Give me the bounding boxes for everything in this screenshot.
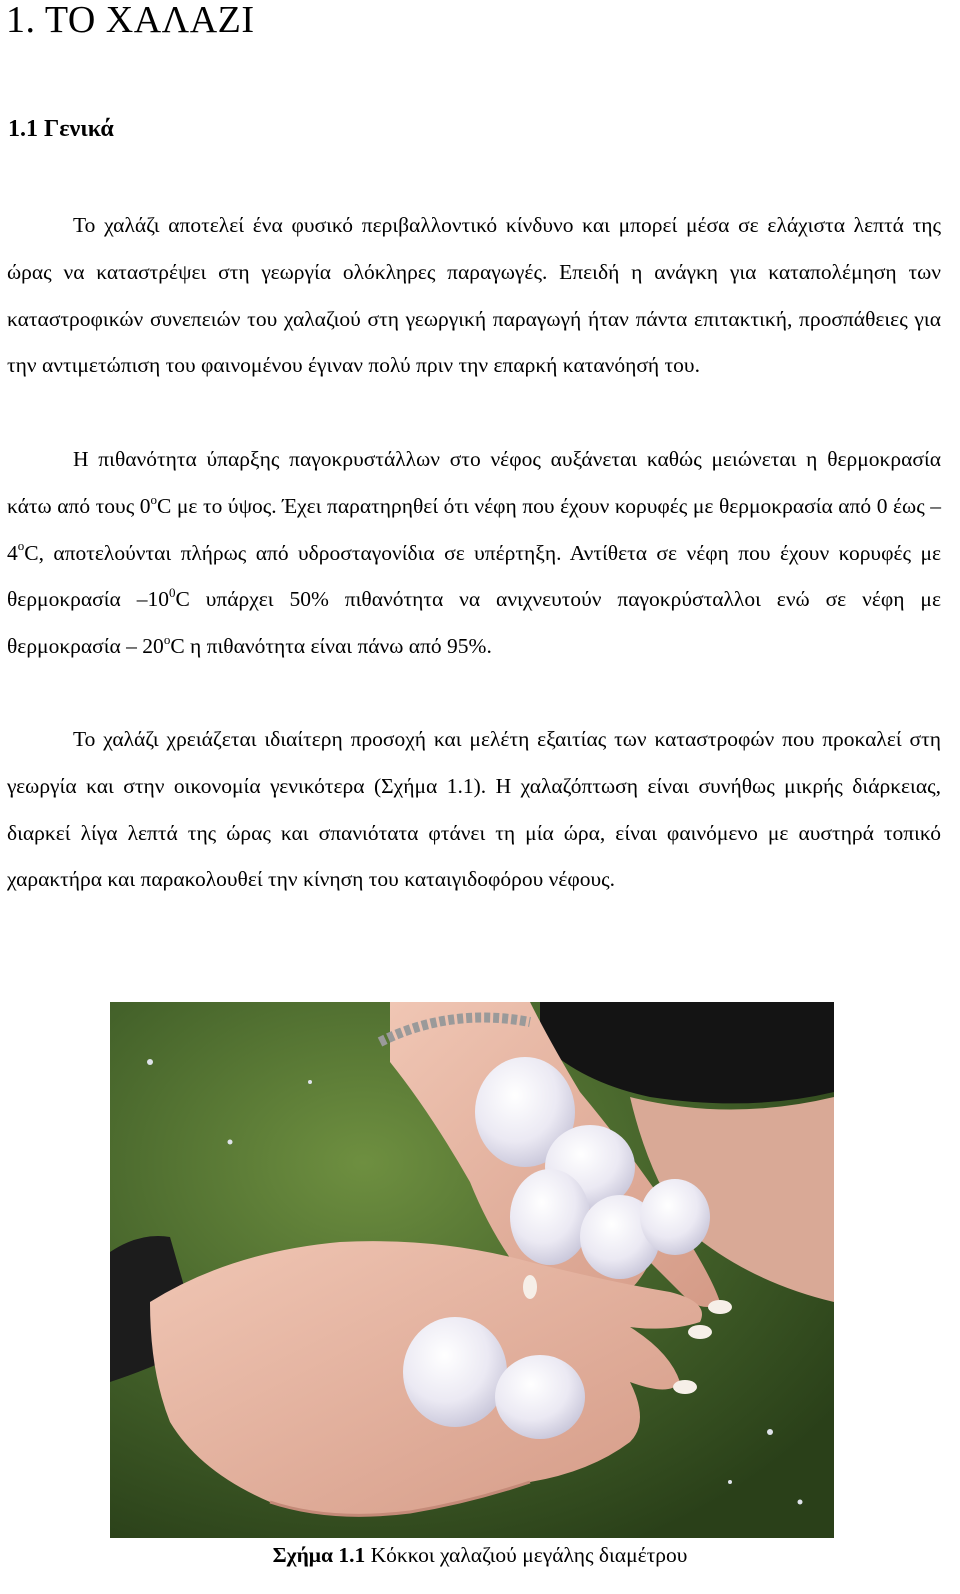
hail-fragment <box>767 1429 773 1435</box>
hail-fragment <box>728 1480 732 1484</box>
paragraph-ice-crystals <box>7 436 941 670</box>
hail-photo-illustration <box>110 1002 834 1538</box>
degree-superscript: ο <box>163 632 171 648</box>
hailstone <box>510 1169 590 1265</box>
fingernail <box>708 1300 732 1314</box>
chapter-title: 1. ΤΟ ΧΑΛΑΖΙ <box>6 0 255 41</box>
hail-photo <box>110 1002 834 1538</box>
hailstone <box>403 1317 507 1427</box>
fingernail <box>688 1325 712 1339</box>
hail-fragment <box>308 1080 312 1084</box>
figure-caption <box>0 1541 960 1569</box>
paragraph-hail-damage: Το χαλάζι χρειάζεται ιδιαίτερη προσοχή και μελέτη εξαιτίας των καταστροφών που προκαλεί στη γεωργία και στην οικονομία γενικότερα (Σχήμα 1.1). Η χαλαζόπτωση είναι συνήθως μικρής διάρκειας, διαρκεί λίγα λεπτά της ώρας και σπανιότατα φτάνει τη μία ώρα, είναι φαινόμενο με αυστηρά τοπικό χαρακτήρα και παρακολουθεί την κίνηση του καταιγιδοφόρου νέφους. <box>7 727 941 892</box>
hail-fragment <box>798 1500 803 1505</box>
hailstone <box>495 1355 585 1439</box>
paragraph-ice-crystals-part: C, αποτελούνται πλήρως από υδροσταγονίδια σε υπέρτηξη. Αντίθετα σε νέφη που έχουν κορυφές με θερμοκρασία –10 <box>7 540 941 612</box>
figure-caption-label: Σχήμα 1.1 <box>272 1543 366 1567</box>
section-title: 1.1 Γενικά <box>8 116 114 142</box>
hail-fragment <box>147 1059 153 1065</box>
degree-superscript: ο <box>17 538 25 554</box>
paragraph-ice-crystals-part: C η πιθανότητα είναι πάνω από 95%. <box>170 634 492 659</box>
hail-fragment <box>228 1140 233 1145</box>
hailstone <box>640 1179 710 1255</box>
paragraph-intro: Το χαλάζι αποτελεί ένα φυσικό περιβαλλοντικό κίνδυνο και μπορεί μέσα σε ελάχιστα λεπτά της ώρας να καταστρέψει στη γεωργία ολόκληρες παραγωγές. Επειδή η ανάγκη για καταπολέμηση των καταστροφικών συνεπειών του χαλαζιού στη γεωργική παραγωγή ήταν πάντα επιτακτική, προσπάθειες για την αντιμετώπιση του φαινομένου έγιναν πολύ πριν την επαρκή κατανόησή του. <box>7 213 941 378</box>
fingernail <box>673 1380 697 1394</box>
degree-superscript: 0 <box>168 585 176 601</box>
paragraph-ice-crystals-part: C υπάρχει 50% πιθανότητα να ανιχνευτούν παγοκρύσταλλοι ενώ σε νέφη με θερμοκρασία – 20 <box>7 587 941 659</box>
degree-superscript: ο <box>150 491 158 507</box>
paragraph-ice-crystals-part: Η πιθανότητα ύπαρξης παγοκρυστάλλων στο νέφος αυξάνεται καθώς μειώνεται η θερμοκρασία κάτω από τους 0 <box>7 447 941 518</box>
figure-caption-text: Κόκκοι χαλαζιού μεγάλης διαμέτρου <box>365 1543 688 1567</box>
fingernail <box>523 1275 537 1299</box>
paragraph-ice-crystals-part: C με το ύψος. Έχει παρατηρηθεί ότι νέφη που έχουν κορυφές με θερμοκρασία από 0 έως – 4 <box>7 493 942 565</box>
